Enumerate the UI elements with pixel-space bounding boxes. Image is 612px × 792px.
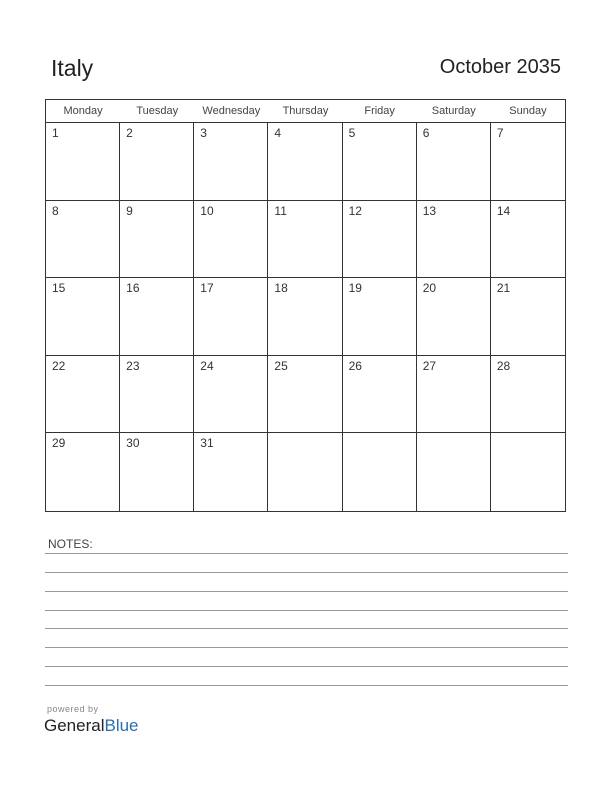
day-cell: 22 — [46, 356, 120, 434]
day-cell: 1 — [46, 123, 120, 201]
note-line — [45, 572, 568, 573]
day-cell: 13 — [417, 201, 491, 279]
day-cell: 12 — [343, 201, 417, 279]
day-cell — [343, 433, 417, 511]
day-cell: 19 — [343, 278, 417, 356]
day-cell: 5 — [343, 123, 417, 201]
note-line — [45, 647, 568, 648]
weekday-header: Thursday — [268, 100, 342, 123]
note-line — [45, 553, 568, 554]
day-cell — [417, 433, 491, 511]
brand-general: General — [44, 716, 105, 735]
note-line — [45, 591, 568, 592]
note-line — [45, 666, 568, 667]
day-cell: 23 — [120, 356, 194, 434]
day-cell: 17 — [194, 278, 268, 356]
day-cell: 10 — [194, 201, 268, 279]
weekday-header: Sunday — [491, 100, 565, 123]
day-cell: 28 — [491, 356, 565, 434]
day-cell: 8 — [46, 201, 120, 279]
weekday-header: Monday — [46, 100, 120, 123]
day-cell: 11 — [268, 201, 342, 279]
day-cell — [491, 433, 565, 511]
day-cell: 20 — [417, 278, 491, 356]
day-cell: 25 — [268, 356, 342, 434]
day-cell: 16 — [120, 278, 194, 356]
day-cell — [268, 433, 342, 511]
month-year-title: October 2035 — [439, 56, 561, 78]
day-cell: 3 — [194, 123, 268, 201]
generalblue-logo — [44, 716, 139, 736]
weekday-header: Saturday — [417, 100, 491, 123]
day-cell: 7 — [491, 123, 565, 201]
day-cell: 21 — [491, 278, 565, 356]
notes-label: NOTES: — [48, 537, 93, 551]
weekday-header: Wednesday — [194, 100, 268, 123]
day-cell: 9 — [120, 201, 194, 279]
day-cell: 26 — [343, 356, 417, 434]
day-cell: 27 — [417, 356, 491, 434]
day-cell: 4 — [268, 123, 342, 201]
calendar-grid — [45, 99, 566, 512]
day-cell: 2 — [120, 123, 194, 201]
weekday-header: Tuesday — [120, 100, 194, 123]
day-cell: 18 — [268, 278, 342, 356]
brand-blue: Blue — [104, 716, 139, 735]
note-line — [45, 685, 568, 686]
day-cell: 14 — [491, 201, 565, 279]
note-line — [45, 610, 568, 611]
country-title: Italy — [51, 55, 94, 81]
day-cell: 30 — [120, 433, 194, 511]
note-line — [45, 628, 568, 629]
day-cell: 15 — [46, 278, 120, 356]
day-cell: 29 — [46, 433, 120, 511]
weekday-header: Friday — [343, 100, 417, 123]
day-cell: 31 — [194, 433, 268, 511]
day-cell: 24 — [194, 356, 268, 434]
powered-by-text: powered by — [47, 704, 99, 714]
day-cell: 6 — [417, 123, 491, 201]
